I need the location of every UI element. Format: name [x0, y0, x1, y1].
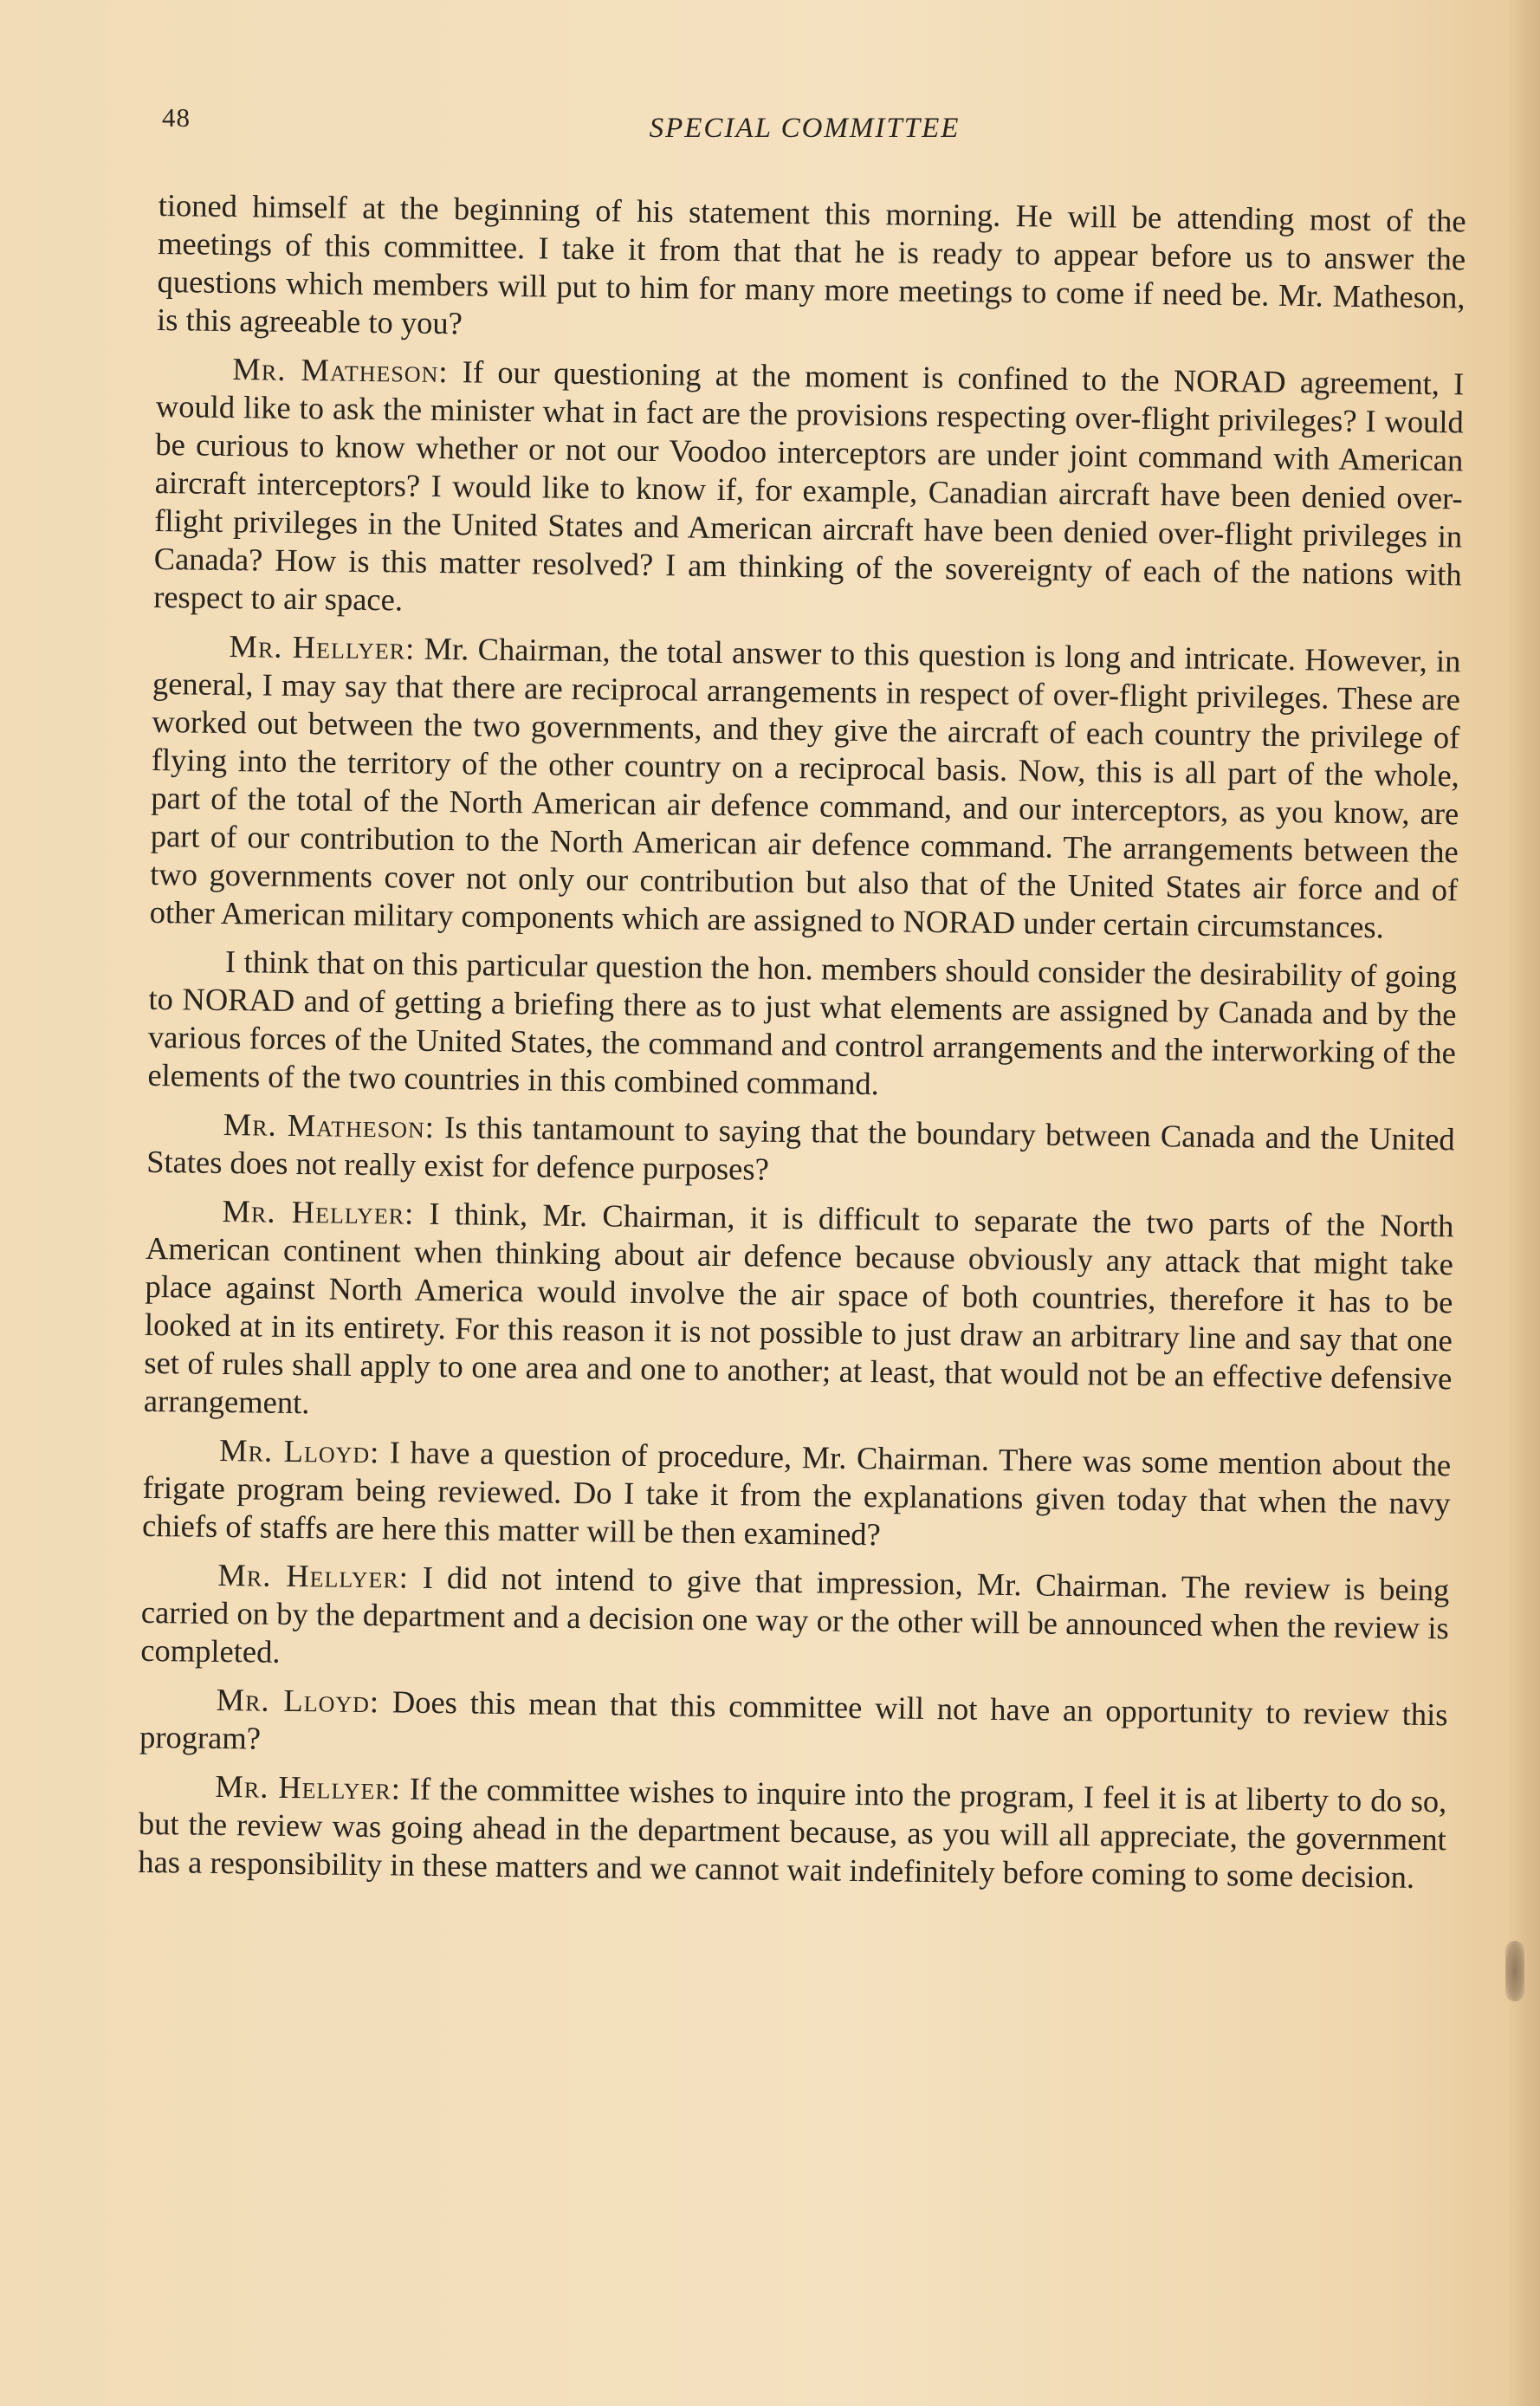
paragraph-text: I did not intend to give that impression, Mr. Chairman. The review is being carried on by the department and a decision one way or the other will be announced when the review is completed.: [140, 1559, 1450, 1670]
paragraph-text: I think that on this particular question the hon. members should consider the desirability of going to NORAD and of getting a briefing there as to just what elements are assigned by Canada and by the various forces of the United States, the command and control arrangements and the interworking of the elements of the two countries in this combined command.: [147, 944, 1458, 1102]
paragraph-hellyer-1: [149, 626, 1460, 947]
speaker-name: Mr. Matheson:: [232, 351, 449, 390]
speaker-name: Mr. Hellyer:: [222, 1192, 415, 1231]
paragraph-text: Is this tantamount to saying that the boundary between Canada and the United States does not really exist for defence purposes?: [146, 1108, 1455, 1187]
speaker-name: Mr. Hellyer:: [215, 1767, 402, 1806]
page-number: 48: [162, 102, 191, 133]
paragraph-hellyer-4: [138, 1767, 1447, 1897]
page-edge-shadow: [1507, 0, 1540, 2406]
paragraph-text: Does this mean that this committee will not have an opportunity to review this program?: [139, 1683, 1448, 1756]
paragraph-continuation: [157, 186, 1466, 354]
paragraph-hellyer-2: [144, 1191, 1454, 1436]
paragraph-lloyd-1: [142, 1430, 1452, 1560]
paper-blemish: [1505, 1941, 1524, 2001]
paragraph-text: I think, Mr. Chairman, it is difficult to separate the two parts of the North American continent when thinking about air defence because obviously any attack that might take place against North America would involve the air space of both countries, therefore it has to be looked at in its entirety. For this reason it is not possible to just draw an arbitrary line and say that one set of rules shall apply to one area and one to another; at least, that would not be an effective defensive arrangement.: [143, 1195, 1454, 1421]
speaker-name: Mr. Hellyer:: [229, 628, 416, 666]
speaker-name: Mr. Lloyd:: [218, 1431, 380, 1470]
paragraph-lloyd-2: [139, 1680, 1448, 1772]
paragraph-text: If our questioning at the moment is confined to the NORAD agreement, I would like to ask the minister what in fact are the provisions respecting over-flight privileges? I would be curious to know whether or not our Voodoo interceptors are under joint command with American aircraft interceptors? I would like to know if, for example, Canadian aircraft have been denied over-flight privileges in the United States and American aircraft have been denied over-flight privileges in Canada? How is this matter resolved? I am thinking of the sovereignty of each of the nations with respect to air space.: [152, 353, 1465, 618]
speaker-name: Mr. Lloyd:: [216, 1681, 380, 1720]
running-head: SPECIAL COMMITTEE: [649, 113, 961, 144]
paragraph-matheson-1: [153, 349, 1465, 632]
paragraph-text: If the committee wishes to inquire into the program, I feel it is at liberty to do so, but the review was going ahead in the department because, as you will all appreciate, the government has a responsibility in these matters and we cannot wait indefinitely before coming to some decision.: [138, 1770, 1447, 1895]
paragraph-hellyer-1-cont: [147, 942, 1457, 1110]
paragraph-hellyer-3: [140, 1555, 1450, 1685]
speaker-name: Mr. Matheson:: [223, 1106, 436, 1145]
paragraph-matheson-2: [146, 1105, 1455, 1197]
body-text: [138, 186, 1466, 1907]
paragraph-text: I have a question of procedure, Mr. Chairman. There was some mention about the frigate program being reviewed. Do I take it from the explanations given today that when the navy chiefs of staffs are here this matter will be then examined?: [141, 1434, 1452, 1553]
paragraph-text: Mr. Chairman, the total answer to this question is long and intricate. However, in general, I may say that there are reciprocal arrangements in respect of over-flight privileges. These are worked out between the two governments, and they give the aircraft of each country the privilege of flying into the territory of the other country on a reciprocal basis. Now, this is all part of the whole, part of the total of the North American air defence command, and our interceptors, as you know, are part of our contribution to the North American air defence command. The arrangements between the two governments cover not only our contribution but also that of the United States air force and of other American military components which are assigned to NORAD under certain circumstances.: [149, 630, 1461, 945]
paragraph-text: tioned himself at the beginning of his statement this morning. He will be attending most of the meetings of this committee. I take it from that that he is ready to appear before us to answer the questions which members will put to him for many more meetings to come if need be. Mr. Matheson, is this agreeable to you?: [156, 186, 1466, 341]
speaker-name: Mr. Hellyer:: [217, 1556, 410, 1595]
